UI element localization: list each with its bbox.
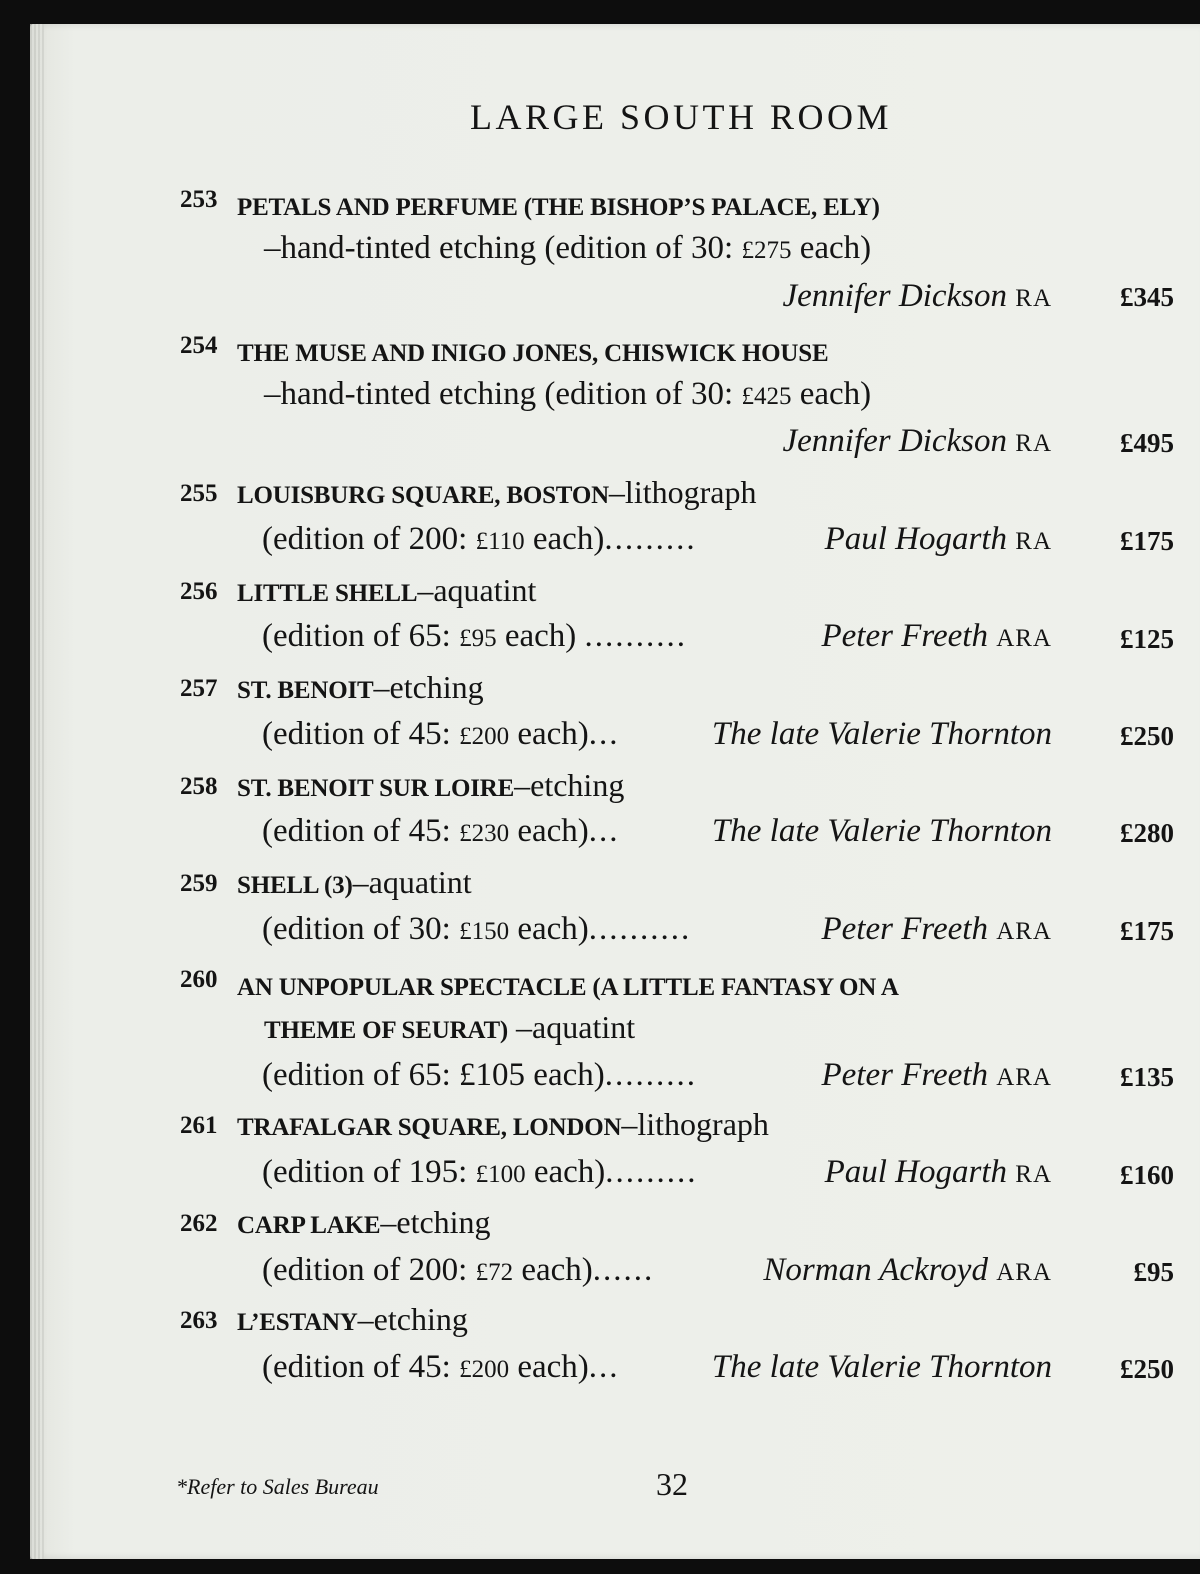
- entry-medium: –aquatint: [352, 864, 472, 900]
- entry-artist: [825, 521, 1052, 558]
- entry-price: £250: [1120, 721, 1174, 751]
- entry-artist: [783, 278, 1053, 315]
- entry-medium: [264, 230, 871, 267]
- entry-title: [237, 669, 484, 706]
- entry-title: [237, 572, 536, 609]
- edition-price: £200: [459, 1356, 510, 1383]
- entry-edition: [262, 1252, 654, 1289]
- edition-price: £110: [475, 528, 525, 555]
- artist-name: Norman Ackroyd: [763, 1252, 988, 1288]
- edition-end: each): [509, 911, 589, 947]
- entry-price: £95: [1133, 1257, 1174, 1287]
- artist-name: Paul Hogarth: [824, 1154, 1008, 1190]
- entry-edition: [262, 1057, 697, 1094]
- entry-title-text: ST. BENOIT: [237, 677, 374, 704]
- medium-end: each): [791, 230, 872, 266]
- entry-price: £175: [1120, 916, 1174, 946]
- edition-end: each): [496, 618, 577, 654]
- entry-title-text: THEME OF SEURAT): [264, 1017, 509, 1044]
- edition-text: (edition of 45:: [262, 813, 460, 849]
- entry-medium: –etching: [380, 1204, 491, 1240]
- edition-text: (edition of 200:: [262, 521, 476, 557]
- leader-dots: ...: [588, 813, 620, 849]
- medium-text: –hand-tinted etching (edition of 30:: [264, 230, 742, 266]
- edition-price: £425: [741, 383, 792, 410]
- entry-price: £135: [1120, 1062, 1174, 1092]
- artist-name: Peter Freeth: [821, 618, 988, 654]
- edition-text: (edition of 65: £105 each): [262, 1057, 605, 1093]
- entry-artist: [712, 813, 1052, 850]
- artist-name: Peter Freeth: [821, 911, 988, 947]
- entry-price: £345: [1120, 282, 1174, 312]
- entry-artist: [822, 618, 1053, 655]
- edition-end: each): [509, 716, 589, 752]
- entry-number: 259: [180, 870, 218, 897]
- entry-price: £280: [1120, 818, 1174, 848]
- entry-artist: [712, 716, 1052, 753]
- entry-title: [237, 966, 899, 1003]
- leader-dots: ..........: [584, 618, 687, 654]
- artist-honour: ARA: [996, 918, 1052, 945]
- entry-medium: –etching: [357, 1301, 468, 1337]
- entry-title: [237, 186, 880, 223]
- artist-honour: ARA: [996, 1064, 1052, 1091]
- medium-end: each): [791, 376, 872, 412]
- edition-end: each): [525, 1154, 606, 1190]
- artist-honour: RA: [1015, 430, 1052, 457]
- edition-price: £200: [459, 723, 510, 750]
- edition-price: £230: [459, 820, 510, 847]
- edition-text: (edition of 65:: [262, 618, 460, 654]
- entry-edition: [262, 911, 691, 948]
- entry-price: £160: [1120, 1160, 1174, 1190]
- artist-name: The late Valerie Thornton: [711, 1349, 1052, 1385]
- entry-medium: –lithograph: [621, 1106, 769, 1142]
- entry-artist: [763, 1252, 1052, 1289]
- leader-dots: ...: [588, 1349, 620, 1385]
- entry-artist: [822, 911, 1053, 948]
- entry-number: 262: [180, 1210, 218, 1237]
- entry-title: [237, 332, 828, 369]
- entry-title-text: CARP LAKE: [237, 1212, 381, 1239]
- entry-number: 254: [180, 332, 218, 359]
- edition-price: £95: [459, 625, 497, 652]
- entry-edition: [262, 1154, 698, 1191]
- artist-name: The late Valerie Thornton: [711, 813, 1052, 849]
- leader-dots: ..........: [588, 911, 692, 947]
- page-number: 32: [656, 1466, 688, 1502]
- entry-title-text: LOUISBURG SQUARE, BOSTON: [237, 482, 609, 509]
- entry-medium: –aquatint: [417, 572, 537, 608]
- artist-honour: RA: [1015, 528, 1052, 555]
- leader-dots: ......: [592, 1252, 655, 1288]
- edition-text: (edition of 195:: [262, 1154, 476, 1190]
- entry-artist: [822, 1057, 1053, 1094]
- artist-name: Jennifer Dickson: [782, 423, 1008, 459]
- entry-title-text: THE MUSE AND INIGO JONES, CHISWICK HOUSE: [237, 340, 829, 367]
- entry-price: £175: [1120, 526, 1174, 556]
- artist-name: Jennifer Dickson: [782, 278, 1008, 314]
- artist-honour: RA: [1015, 1161, 1052, 1188]
- entry-edition: [262, 618, 687, 655]
- page-title: LARGE SOUTH ROOM: [469, 97, 892, 137]
- entry-price: £125: [1120, 624, 1174, 654]
- entry-number: 256: [180, 578, 218, 605]
- artist-name: The late Valerie Thornton: [711, 716, 1052, 752]
- entry-title: [237, 1301, 468, 1338]
- entry-title-text: LITTLE SHELL: [237, 580, 418, 607]
- entry-medium: [264, 376, 871, 413]
- edition-text: (edition of 45:: [262, 1349, 460, 1385]
- entry-title-text: SHELL (3): [237, 872, 353, 899]
- page-edge: [30, 24, 44, 1559]
- edition-end: each): [509, 1349, 589, 1385]
- entry-edition: [262, 521, 697, 558]
- entry-title: [237, 864, 472, 901]
- entry-number: 258: [180, 773, 218, 800]
- entry-title-text: L’ESTANY: [237, 1309, 358, 1336]
- entry-title: [237, 1106, 769, 1143]
- entry-medium: –etching: [514, 767, 625, 803]
- entry-title-text: PETALS AND PERFUME (THE BISHOP’S PALACE, ELY): [237, 194, 880, 221]
- artist-name: Paul Hogarth: [824, 521, 1008, 557]
- entry-title: [237, 1204, 491, 1241]
- entry-title: [237, 474, 756, 511]
- edition-price: £275: [741, 237, 792, 264]
- artist-name: Peter Freeth: [821, 1057, 988, 1093]
- entry-artist: [783, 423, 1053, 460]
- leader-dots: ...: [588, 716, 620, 752]
- edition-text: (edition of 45:: [262, 716, 460, 752]
- entry-edition: [262, 716, 620, 753]
- entry-number: 263: [180, 1307, 218, 1334]
- entry-title-text: ST. BENOIT SUR LOIRE: [237, 775, 515, 802]
- entry-price: £495: [1120, 428, 1174, 458]
- entry-artist: [712, 1349, 1052, 1386]
- footnote: *Refer to Sales Bureau: [176, 1474, 379, 1499]
- edition-price: £100: [475, 1161, 526, 1188]
- leader-dots: .........: [604, 1057, 697, 1093]
- artist-honour: ARA: [996, 625, 1052, 652]
- entry-number: 257: [180, 675, 218, 702]
- entry-price: £250: [1120, 1354, 1174, 1384]
- edition-text: (edition of 30:: [262, 911, 460, 947]
- edition-end: each): [513, 1252, 593, 1288]
- entry-title-text: TRAFALGAR SQUARE, LONDON: [237, 1114, 622, 1141]
- edition-text: (edition of 200:: [262, 1252, 476, 1288]
- entry-number: 253: [180, 186, 218, 213]
- entry-number: 255: [180, 480, 218, 507]
- leader-dots: .........: [605, 1154, 698, 1190]
- edition-end: each): [509, 813, 589, 849]
- entry-number: 261: [180, 1112, 218, 1139]
- edition-end: each): [524, 521, 605, 557]
- entry-title: [237, 767, 624, 804]
- artist-honour: ARA: [996, 1259, 1052, 1286]
- edition-price: £72: [475, 1259, 514, 1286]
- entry-edition: [262, 813, 620, 850]
- entry-number: 260: [180, 966, 218, 993]
- entry-title-continued: [264, 1009, 635, 1046]
- leader-dots: .........: [604, 521, 697, 557]
- artist-honour: RA: [1015, 285, 1052, 312]
- medium-text: –hand-tinted etching (edition of 30:: [264, 376, 742, 412]
- entry-medium: –etching: [373, 669, 484, 705]
- entry-medium: –aquatint: [516, 1009, 636, 1045]
- entry-title-text: AN UNPOPULAR SPECTACLE (A LITTLE FANTASY ON A: [237, 974, 899, 1001]
- entry-medium: –lithograph: [608, 474, 757, 510]
- entry-artist: [825, 1154, 1052, 1191]
- edition-price: £150: [459, 918, 510, 945]
- entry-edition: [262, 1349, 620, 1386]
